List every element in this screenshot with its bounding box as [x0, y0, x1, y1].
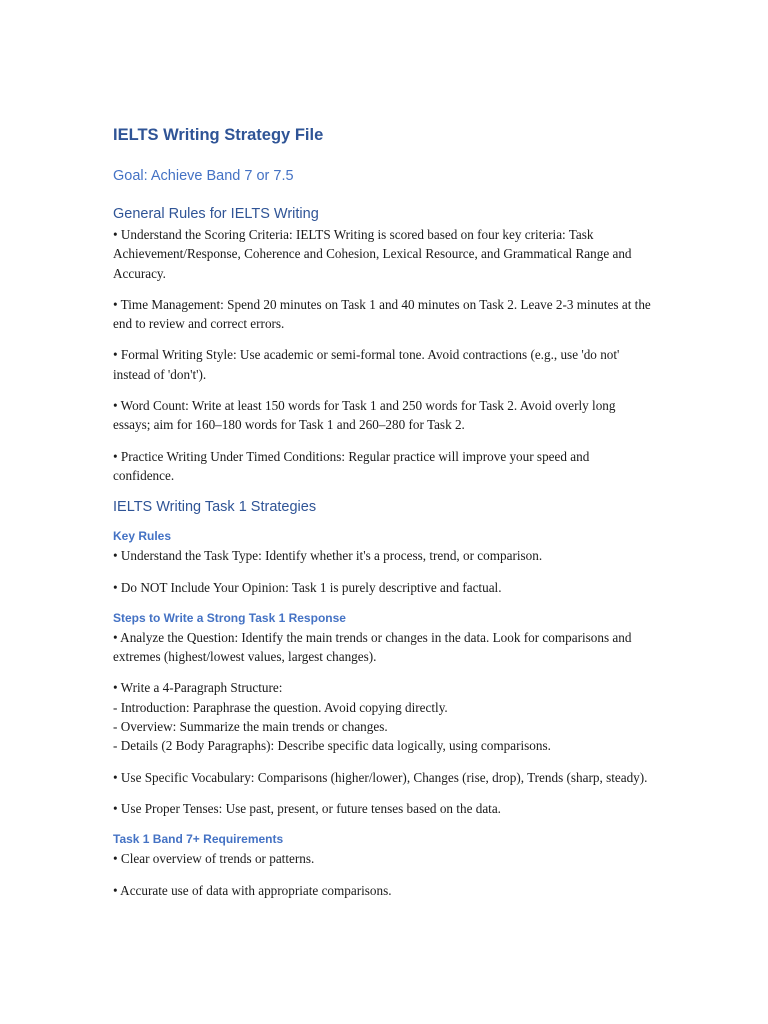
general-rule-item: • Practice Writing Under Timed Conditions: Regular practice will improve your speed and confidence.	[113, 448, 590, 483]
step-item: • Use Specific Vocabulary: Comparisons (higher/lower), Changes (rise, drop), Trends (sharp, steady).	[113, 769, 648, 785]
band7-requirement-item: • Clear overview of trends or patterns.	[113, 851, 315, 867]
goal-heading: Goal: Achieve Band 7 or 7.5	[113, 168, 294, 184]
band7-requirement-item: • Accurate use of data with appropriate comparisons.	[113, 882, 392, 898]
key-rule-item: • Do NOT Include Your Opinion: Task 1 is purely descriptive and factual.	[113, 579, 502, 595]
steps-heading: Steps to Write a Strong Task 1 Response	[113, 610, 346, 625]
general-rule-item: • Word Count: Write at least 150 words for Task 1 and 250 words for Task 2. Avoid overly long essays; aim for 160–180 words for Task 1 and 260–280 for Task 2.	[113, 398, 616, 433]
step-item: • Write a 4-Paragraph Structure: - Introduction: Paraphrase the question. Avoid copying directly. - Overview: Summarize the main trends or changes. - Details (2 Body Paragraphs): Describe specific data logically, using comparisons.	[113, 680, 551, 754]
task1-strategies-heading: IELTS Writing Task 1 Strategies	[113, 499, 317, 516]
general-rule-item: • Time Management: Spend 20 minutes on Task 1 and 40 minutes on Task 2. Leave 2-3 minutes at the end to review and correct errors.	[113, 296, 651, 332]
step-item: • Use Proper Tenses: Use past, present, or future tenses based on the data.	[113, 800, 501, 816]
document-page	[113, 124, 653, 912]
key-rule-item: • Understand the Task Type: Identify whether it's a process, trend, or comparison.	[113, 548, 543, 564]
general-rules-heading: General Rules for IELTS Writing	[113, 206, 319, 222]
key-rules-heading: Key Rules	[113, 529, 172, 544]
step-item: • Analyze the Question: Identify the main trends or changes in the data. Look for comparisons and extremes (highest/lowest values, largest changes).	[113, 629, 632, 665]
band7-requirements-heading: Task 1 Band 7+ Requirements	[113, 832, 284, 847]
document-title: IELTS Writing Strategy File	[113, 126, 324, 144]
general-rule-item: • Understand the Scoring Criteria: IELTS Writing is scored based on four key criteria: Task Achievement/Response, Coherence and Cohesion, Lexical Resource, and Grammatical Range and Accuracy.	[113, 227, 632, 281]
general-rule-item: • Formal Writing Style: Use academic or semi-formal tone. Avoid contractions (e.g., use 'do not' instead of 'don't').	[113, 347, 620, 382]
